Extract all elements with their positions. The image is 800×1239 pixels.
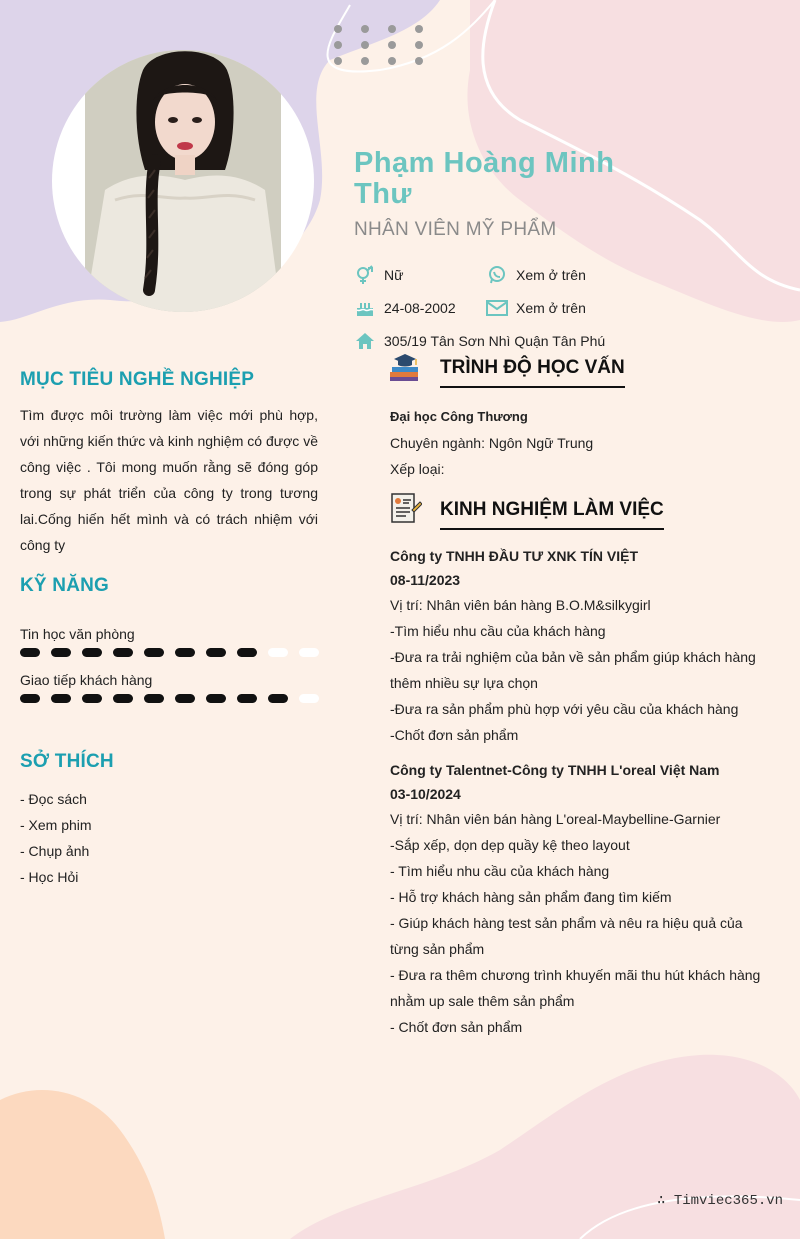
- job-line: -Tìm hiểu nhu cầu của khách hàng: [390, 623, 606, 639]
- job-line: - Hỗ trợ khách hàng sản phẩm đang tìm kiếm: [390, 889, 672, 905]
- gender-value: Nữ: [384, 267, 404, 283]
- birthday-value: 24-08-2002: [384, 300, 456, 316]
- job-line: Vị trí: Nhân viên bán hàng B.O.M&silkygirl: [390, 597, 651, 613]
- major: Chuyên ngành: Ngôn Ngữ Trung: [390, 435, 594, 451]
- job-line: - Chốt đơn sản phẩm: [390, 1019, 523, 1035]
- objective-heading: MỤC TIÊU NGHỀ NGHIỆP: [20, 369, 255, 390]
- skill-dash-empty: [299, 694, 319, 703]
- resume-document-icon: [388, 492, 422, 524]
- experience-item-1: [390, 758, 765, 1040]
- job-line: Vị trí: Nhân viên bán hàng L'oreal-Maybelline-Garnier: [390, 811, 721, 827]
- skill-name-0: Tin học văn phòng: [20, 626, 135, 642]
- contact-birthday: [354, 298, 456, 318]
- contact-email: [486, 298, 586, 318]
- hobbies-heading: SỞ THÍCH: [20, 751, 114, 772]
- skill-dash-filled: [82, 694, 102, 703]
- skill-dash-filled: [144, 648, 164, 657]
- skill-dash-filled: [82, 648, 102, 657]
- experience-heading: KINH NGHIỆM LÀM VIỆC: [440, 499, 664, 530]
- hobby-item: - Học Hỏi: [20, 869, 79, 885]
- candidate-name: Phạm Hoàng Minh Thư: [354, 147, 615, 210]
- company-name: Công ty Talentnet-Công ty TNHH L'oreal Việt Nam: [390, 762, 720, 778]
- skill-dash-filled: [51, 694, 71, 703]
- whatsapp-phone-icon: [486, 265, 508, 285]
- experience-item-0: [390, 544, 765, 748]
- skill-bar-1: [20, 694, 320, 704]
- rank: Xếp loại:: [390, 461, 445, 477]
- job-line: - Đưa ra thêm chương trình khuyến mãi thu hút khách hàng nhằm up sale thêm sản phẩm: [390, 967, 761, 1009]
- skill-dash-filled: [206, 694, 226, 703]
- education-heading: TRÌNH ĐỘ HỌC VẤN: [440, 357, 625, 388]
- job-title: NHÂN VIÊN MỸ PHẨM: [354, 219, 557, 240]
- job-date: 08-11/2023: [390, 572, 461, 588]
- job-line: -Sắp xếp, dọn dẹp quầy kệ theo layout: [390, 837, 630, 853]
- skill-dash-filled: [20, 648, 40, 657]
- gender-female-icon: [354, 265, 376, 285]
- education-block: [390, 404, 593, 482]
- skill-dash-filled: [268, 694, 288, 703]
- skills-heading: KỸ NĂNG: [20, 575, 110, 596]
- address-value: 305/19 Tân Sơn Nhì Quận Tân Phú: [384, 333, 606, 349]
- school-name: Đại học Công Thương: [390, 409, 528, 424]
- birthday-cake-icon: [354, 298, 376, 318]
- skill-dash-filled: [237, 648, 257, 657]
- skill-dash-filled: [20, 694, 40, 703]
- skill-dash-filled: [206, 648, 226, 657]
- skill-dash-empty: [299, 648, 319, 657]
- hobby-item: - Chụp ảnh: [20, 843, 90, 859]
- job-line: -Đưa ra trải nghiệm của bản về sản phẩm giúp khách hàng thêm nhiều sự lựa chọn: [390, 649, 756, 691]
- skill-dash-filled: [175, 648, 195, 657]
- avatar: [52, 50, 314, 312]
- footer-brand: ∴ Timviec365.vn: [657, 1193, 784, 1209]
- job-line: -Chốt đơn sản phẩm: [390, 727, 519, 743]
- email-value: Xem ở trên: [516, 300, 586, 316]
- skill-dash-filled: [113, 648, 133, 657]
- skill-dash-filled: [113, 694, 133, 703]
- hobby-list: [20, 786, 92, 890]
- job-line: - Tìm hiểu nhu cầu của khách hàng: [390, 863, 610, 879]
- skill-dash-filled: [175, 694, 195, 703]
- phone-value: Xem ở trên: [516, 267, 586, 283]
- job-line: -Đưa ra sản phẩm phù hợp với yêu cầu của khách hàng: [390, 701, 739, 717]
- company-name: Công ty TNHH ĐẦU TƯ XNK TÍN VIỆT: [390, 548, 639, 564]
- profile-photo: [85, 50, 281, 312]
- job-line: - Giúp khách hàng test sản phẩm và nêu ra hiệu quả của từng sản phẩm: [390, 915, 743, 957]
- hobby-item: - Xem phim: [20, 817, 92, 833]
- skill-bar-0: [20, 648, 320, 658]
- contact-address: [354, 331, 605, 351]
- books-graduation-cap-icon: [388, 350, 422, 382]
- skill-dash-filled: [144, 694, 164, 703]
- job-date: 03-10/2024: [390, 786, 461, 802]
- objective-text: Tìm được môi trường làm việc mới phù hợp, với những kiến thức và kinh nghiệm có được về công việc . Tôi mong muốn rằng sẽ đóng góp trong sự phát triển của công ty trong tương lai.Cống hiến hết mình và có trách nhiệm với công ty: [20, 407, 318, 553]
- contact-phone: [486, 265, 586, 285]
- envelope-icon: [486, 298, 508, 318]
- skill-dash-filled: [51, 648, 71, 657]
- skill-dash-empty: [268, 648, 288, 657]
- skill-dash-filled: [237, 694, 257, 703]
- skill-name-1: Giao tiếp khách hàng: [20, 672, 153, 688]
- home-icon: [354, 331, 376, 351]
- contact-gender: [354, 265, 403, 285]
- hobby-item: - Đọc sách: [20, 791, 87, 807]
